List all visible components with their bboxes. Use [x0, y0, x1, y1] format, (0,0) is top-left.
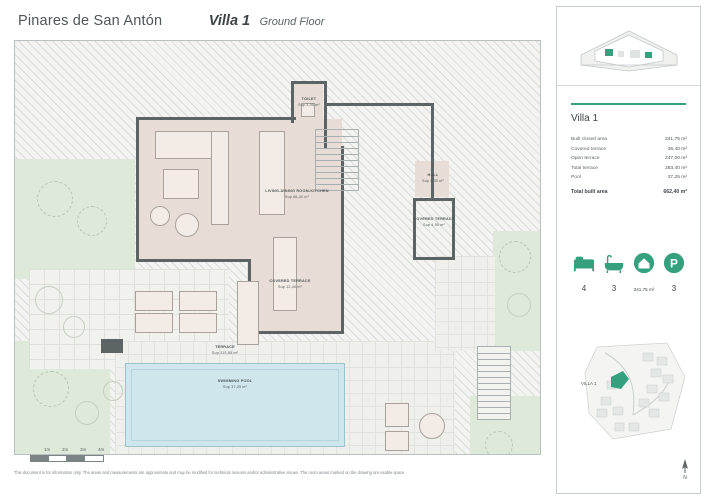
wall-hall-right: [452, 198, 455, 260]
area-label-open-terrace: Open terrace: [571, 156, 600, 161]
scale-seg-4: [84, 455, 104, 462]
built-area-value: 341,75 m²: [633, 287, 655, 292]
floor-label: Ground Floor: [259, 16, 325, 28]
room-name-living: LIVING-DINING ROOM-KITCHEN: [265, 189, 329, 193]
site-map-graphic: [567, 337, 691, 447]
plan-title-row: [18, 12, 538, 36]
tree-icon-2: [77, 206, 107, 236]
tree-icon-10: [103, 381, 123, 401]
room-name-covered-terrace: COVERED TERRACE: [269, 279, 311, 283]
area-label-covered-terrace: Covered terrace: [571, 146, 607, 152]
room-name-hall: HALL: [427, 173, 439, 177]
feature-built-area: [629, 252, 659, 292]
furniture-counter: [211, 131, 229, 225]
outdoor-lounger-1: [135, 291, 173, 311]
terrace-paving-right: [435, 256, 495, 351]
wall-left-main: [136, 117, 139, 262]
wall-top-main: [136, 117, 296, 120]
room-label-pool: [205, 379, 265, 390]
scale-tick-4: 4m: [98, 447, 105, 452]
outdoor-dining-table: [237, 281, 259, 345]
room-area-covered-terrace: Sup 12,40 m²: [278, 284, 302, 289]
feature-icons: [569, 252, 689, 310]
table-row: [571, 166, 687, 171]
area-value-pool: 37,25 m²: [667, 175, 687, 180]
room-name-covered-terrace-right: COVERED TERRACE: [413, 217, 455, 221]
villa-title: Villa 1: [208, 13, 251, 29]
scale-tick-2: 2m: [62, 447, 69, 452]
room-name-pool: SWIMMING POOL: [217, 379, 253, 383]
north-arrow: [675, 459, 695, 481]
feature-parking: [659, 252, 689, 293]
info-panel-header: [557, 7, 700, 86]
bedrooms-count: 4: [581, 284, 587, 293]
green-area-left: [15, 159, 135, 279]
outdoor-table-right-2: [385, 431, 409, 451]
area-value-total-terrace: 283,40 m²: [664, 165, 687, 171]
wall-top-right-ext: [324, 103, 434, 106]
room-label-living: [251, 189, 343, 200]
room-label-terrace: [197, 345, 253, 356]
site-map-villa-label: VILLA 1: [581, 381, 597, 386]
furniture-armchair-1: [150, 206, 170, 226]
scale-tick-1: 1m: [44, 447, 51, 452]
total-label: Total built area: [571, 189, 608, 195]
scale-bar: [30, 449, 110, 463]
room-area-pool: Sup 37,25 m²: [223, 384, 247, 389]
table-row: [571, 156, 687, 161]
tree-icon-7: [499, 241, 531, 273]
tree-icon-8: [507, 293, 531, 317]
furniture-sofa: [155, 131, 215, 159]
site-map: [567, 337, 691, 447]
interior-stair: [315, 129, 359, 191]
scale-seg-3: [66, 455, 86, 462]
scale-seg-2: [48, 455, 68, 462]
area-label-total-terrace: Total terrace: [571, 165, 598, 171]
furniture-armchair-2: [175, 213, 199, 237]
furniture-kitchen-island: [273, 237, 297, 311]
area-label-built: Built closed area: [571, 137, 608, 142]
area-label-pool: Pool: [571, 175, 581, 180]
north-label: N: [683, 475, 687, 481]
info-panel: [556, 6, 701, 494]
bath-icon: [603, 252, 625, 274]
wall-bottom-living: [136, 259, 251, 262]
scale-seg-1: [30, 455, 50, 462]
room-area-living: Sup 66,40 m²: [285, 194, 309, 199]
tree-icon-6: [75, 401, 99, 425]
furniture-rug: [163, 169, 199, 199]
exterior-stair: [477, 346, 511, 420]
feature-bathrooms: [599, 252, 629, 293]
accent-divider: [571, 103, 686, 105]
wall-stub-terrace: [101, 339, 123, 353]
table-row: [571, 147, 687, 152]
room-name-toilet: TOILET: [301, 97, 317, 101]
house-icon: [633, 252, 655, 274]
room-area-hall: Sup 4,30 m²: [422, 178, 444, 183]
tree-icon-5: [33, 371, 69, 407]
villa-isometric-icon: [575, 21, 683, 73]
table-row: [571, 137, 687, 142]
outdoor-lounger-3: [179, 291, 217, 311]
parking-icon: [663, 252, 685, 274]
tree-icon-4: [63, 316, 85, 338]
scale-tick-3: 3m: [80, 447, 87, 452]
bathrooms-count: 3: [611, 284, 617, 293]
project-title: Pinares de San Antón: [18, 13, 163, 29]
tree-icon-9: [485, 431, 513, 455]
info-villa-title: Villa 1: [571, 113, 599, 124]
room-label-toilet: [287, 97, 331, 108]
north-arrow-icon: [679, 459, 691, 473]
plan-drawing: [14, 40, 541, 455]
total-value: 662,40 m²: [663, 189, 687, 195]
tree-icon-3: [35, 286, 63, 314]
room-area-covered-terrace-right: Sup 4,55 m²: [423, 222, 445, 227]
wall-top-toilet: [291, 81, 327, 84]
outdoor-lounger-4: [179, 313, 217, 333]
parking-count: 3: [671, 284, 677, 293]
room-name-terrace: TERRACE: [215, 345, 235, 349]
wall-covered-terrace-left: [413, 198, 416, 260]
wall-bottom-kitchen: [248, 331, 344, 334]
room-area-terrace: Sup 215,85 m²: [211, 350, 239, 355]
wall-right-ext: [431, 103, 434, 201]
total-row: [571, 189, 687, 195]
outdoor-round-table: [419, 413, 445, 439]
outdoor-lounger-2: [135, 313, 173, 333]
table-row: [571, 175, 687, 180]
svg-text:P: P: [670, 256, 678, 271]
tree-icon-1: [37, 181, 73, 217]
area-value-open-terrace: 247,00 m²: [664, 156, 687, 161]
outdoor-table-right-1: [385, 403, 409, 427]
wall-covered-terrace-bottom: [413, 257, 455, 260]
room-label-covered-terrace-right: [413, 217, 455, 228]
furniture-dining-table: [259, 131, 285, 215]
disclaimer-text: This document is for information only. The areas and measurements are approximate and may be modified for technical reasons and/or administrative issues. The room areas marked on the drawing are usable space.: [14, 470, 406, 475]
wall-hall-bottom: [413, 198, 455, 201]
room-area-toilet: Sup 3,05 m²: [298, 102, 320, 107]
room-label-hall: [413, 173, 453, 184]
feature-bedrooms: [569, 252, 599, 293]
area-value-built: 341,75 m²: [664, 137, 687, 142]
bed-icon: [573, 252, 595, 274]
area-table: [571, 137, 687, 195]
area-value-covered-terrace: 36,40 m²: [667, 146, 687, 152]
room-label-covered-terrace: [259, 279, 321, 290]
